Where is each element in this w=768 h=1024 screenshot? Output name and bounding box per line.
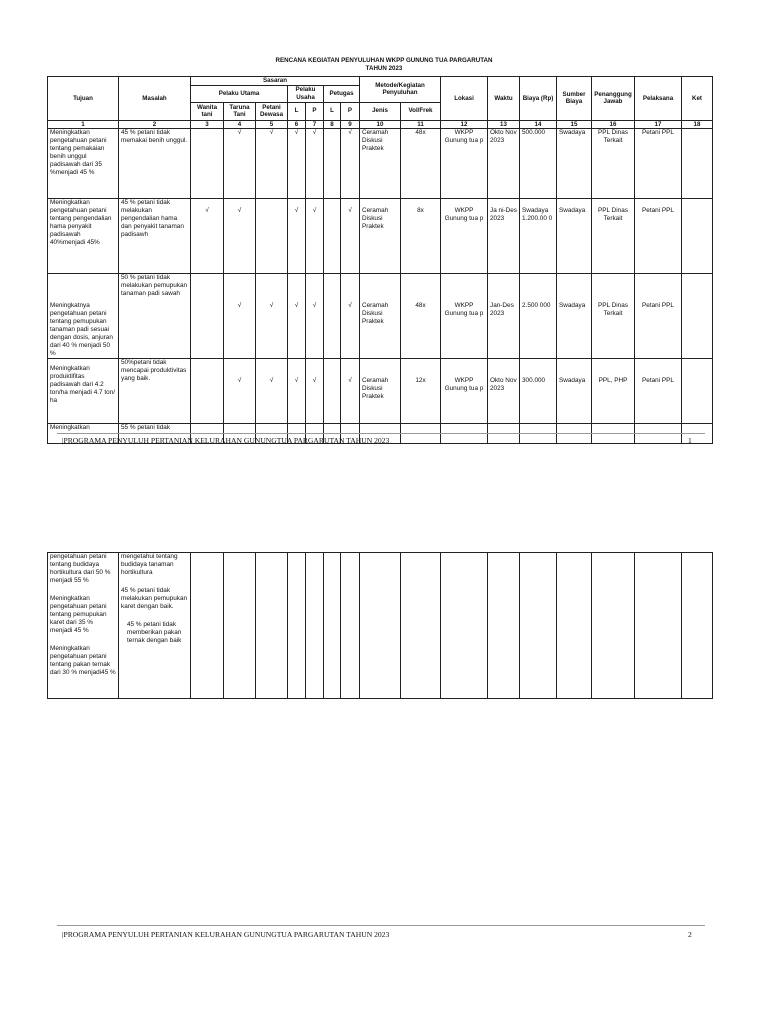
vol-value: 48x (415, 302, 426, 309)
petugas-l-cell (324, 359, 341, 424)
tujuan-value: Meningkatkan produktifitas padisawah dari 4.2 ton/ha menjadi 4.7 ton/ ha (50, 365, 116, 404)
sumber-value: Swadaya (559, 302, 586, 309)
column-number: 15 (557, 120, 592, 129)
wanita-value: √ (205, 207, 209, 214)
taruna-value: √ (237, 207, 242, 214)
petugas-p-value: √ (348, 302, 352, 309)
header-pelaku-usaha: Pelaku Usaha (288, 85, 324, 102)
column-number: 13 (488, 120, 520, 129)
masalah-value: 55 % petani tidak (121, 424, 171, 431)
ket-cell (682, 199, 713, 274)
usaha-l-cell (288, 359, 306, 424)
waktu-cell (488, 274, 520, 359)
dewasa-cell (256, 359, 288, 424)
biaya-cell (520, 274, 557, 359)
petugas-p-cell (341, 199, 360, 274)
column-number: 11 (401, 120, 441, 129)
pj-cell (592, 359, 635, 424)
usaha-l-value: √ (294, 129, 299, 136)
wanita-cell (191, 274, 224, 359)
tujuan-value: Meningkatkan (50, 424, 90, 431)
column-number: 10 (360, 120, 401, 129)
petugas-l-value (326, 359, 338, 377)
biaya-value: 500.000 (522, 129, 546, 136)
plan-table (47, 76, 713, 444)
ket-value (684, 274, 710, 302)
column-number: 12 (441, 120, 488, 129)
column-number: 1 (48, 120, 119, 129)
empty-cell (360, 553, 401, 699)
empty-cell (520, 553, 557, 699)
petugas-l-value (326, 199, 338, 207)
petugas-p-value: √ (348, 207, 352, 214)
column-number: 2 (119, 120, 191, 129)
tujuan-value: Meningkatnya pengetahuan petani tentang pemupukan tanaman padi sesuai dengan dosis, anjuran dari 40 % menjadi 50 % (50, 302, 113, 357)
header-penanggung-jawab: Penanggung Jawab (592, 77, 635, 121)
sumber-cell (557, 274, 592, 359)
empty-cell (224, 553, 256, 699)
wanita-cell (191, 359, 224, 424)
dewasa-cell (256, 274, 288, 359)
lokasi-cell (441, 274, 488, 359)
petugas-l-cell (324, 274, 341, 359)
column-number: 17 (635, 120, 682, 129)
header-usaha-p: P (306, 102, 324, 120)
pelaksana-value: Petani PPL (642, 207, 674, 214)
column-number: 4 (224, 120, 256, 129)
vol-cell (401, 199, 441, 274)
taruna-cell (224, 199, 256, 274)
usaha-p-cell (306, 274, 324, 359)
ket-cell (682, 129, 713, 199)
empty-cell (306, 553, 324, 699)
header-metode: Metode/Kegiatan Penyuluhan (360, 77, 441, 103)
header-petugas-p: P (341, 102, 360, 120)
pelaksana-cell (635, 199, 682, 274)
masalah-value: 50%petani tidak mencapai produktivitas yang baik. (121, 359, 187, 382)
taruna-cell (224, 129, 256, 199)
waktu-cell (488, 359, 520, 424)
sumber-value: Swadaya (559, 377, 586, 384)
header-usaha-l: L (288, 102, 306, 120)
page-number: 1 (688, 436, 692, 445)
page-footer: |PROGRAMA PENYULUH PERTANIAN KELURAHAN GUNUNGTUA PARGARUTAN TAHUN 2023 (62, 436, 390, 445)
masalah-text: 45 % petani tidak memberikan pakan ternak dengan baik (127, 621, 182, 644)
column-number: 14 (520, 120, 557, 129)
lokasi-value: WKPP Gunung tua p (444, 377, 484, 392)
header-tujuan: Tujuan (48, 77, 119, 121)
petugas-l-value (326, 274, 338, 302)
pj-value: PPL, PHP (598, 377, 628, 384)
header-masalah: Masalah (119, 77, 191, 121)
column-number: 18 (682, 120, 713, 129)
pj-value: PPL Dinas Terkait (598, 207, 628, 222)
sumber-value: Swadaya (559, 207, 586, 214)
header-lokasi: Lokasi (441, 77, 488, 121)
taruna-value: √ (237, 129, 242, 136)
page-1 (0, 0, 768, 500)
usaha-p-cell (306, 359, 324, 424)
tujuan-cell (48, 129, 119, 199)
empty-cell (488, 553, 520, 699)
usaha-p-value: √ (312, 207, 317, 214)
masalah-cell (119, 553, 191, 699)
column-number-row (48, 120, 713, 129)
header-jenis: Jenis (360, 102, 401, 120)
tujuan-text: Meningkatkan pengetahuan petani tentang pemupukan karet dari 35 % menjadi 45 % (50, 595, 107, 634)
header-wanita-tani: Wanita tani (191, 102, 224, 120)
petugas-p-value: √ (348, 129, 352, 136)
header-ket: Ket (682, 77, 713, 121)
page-footer: |PROGRAMA PENYULUH PERTANIAN KELURAHAN GUNUNGTUA PARGARUTAN TAHUN 2023 (62, 930, 390, 939)
vol-cell (401, 129, 441, 199)
header-pelaku-utama: Pelaku Utama (191, 85, 288, 102)
pj-cell (592, 129, 635, 199)
sumber-value: Swadaya (559, 129, 586, 136)
tujuan-value: Meningkatkan pengetahuan petani tentang pengendalian hama penyakit padisawah 40%menjadi 45% (50, 199, 112, 246)
header-vol-frek: Vol/Frek (401, 102, 441, 120)
usaha-l-cell (288, 199, 306, 274)
column-number: 7 (306, 120, 324, 129)
dewasa-cell (256, 129, 288, 199)
dewasa-value: √ (269, 302, 274, 309)
plan-table-continued (47, 552, 713, 699)
document-year: TAHUN 2023 (365, 65, 403, 72)
lokasi-cell (441, 359, 488, 424)
header-sumber-biaya: Sumber Biaya (557, 77, 592, 121)
tujuan-value: Meningkatkan pengetahuan petani tentang pemakaian benih unggul padisawah dari 35 %menjadi 45 % (50, 129, 107, 176)
usaha-l-cell (288, 129, 306, 199)
waktu-value: Okto Nov 2023 (490, 377, 517, 392)
masalah-text: mengetahui tentang budidaya tanaman hortikultura (121, 553, 178, 576)
pelaksana-cell (635, 359, 682, 424)
masalah-value: 50 % petani tidak melakukan pemupukan tanaman padi sawah (121, 274, 188, 297)
tujuan-text: pengetahuan petani tentang budidaya hortikultura dari 50 % menjadi 55 % (50, 553, 111, 584)
column-number: 9 (341, 120, 360, 129)
biaya-cell (520, 359, 557, 424)
pelaksana-value: Petani PPL (642, 302, 674, 309)
pj-cell (592, 199, 635, 274)
wanita-value (193, 274, 221, 302)
header-pelaksana: Pelaksana (635, 77, 682, 121)
document-title: RENCANA KEGIATAN PENYULUHAN WKPP GUNUNG TUA PARGARUTAN (275, 57, 493, 64)
usaha-p-value: √ (312, 302, 317, 309)
usaha-p-cell (306, 199, 324, 274)
lokasi-value: WKPP Gunung tua p (444, 302, 484, 317)
biaya-value: 2.500 000 (522, 302, 551, 309)
tujuan-cell (48, 199, 119, 274)
vol-value: 12x (415, 377, 426, 384)
biaya-value: 300.000 (522, 377, 546, 384)
jenis-value: Ceramah Diskusi Praktek (362, 377, 389, 400)
column-number: 6 (288, 120, 306, 129)
footer-divider (57, 433, 705, 434)
header-petani-dewasa: Petani Dewasa (256, 102, 288, 120)
taruna-value: √ (237, 302, 242, 309)
jenis-cell (360, 199, 401, 274)
header-biaya: Biaya (Rp) (520, 77, 557, 121)
ket-value (684, 199, 710, 207)
vol-cell (401, 359, 441, 424)
usaha-l-value: √ (294, 207, 299, 214)
masalah-text: 45 % petani tidak melakukan pemupukan karet dengan baik. (121, 587, 188, 610)
taruna-cell (224, 359, 256, 424)
ket-cell (682, 274, 713, 359)
table-row (48, 553, 713, 699)
petugas-l-cell (324, 129, 341, 199)
empty-cell (191, 553, 224, 699)
lokasi-cell (441, 199, 488, 274)
usaha-p-cell (306, 129, 324, 199)
header-waktu: Waktu (488, 77, 520, 121)
petugas-p-cell (341, 359, 360, 424)
jenis-cell (360, 274, 401, 359)
jenis-value: Ceramah Diskusi Praktek (362, 129, 389, 152)
column-number: 8 (324, 120, 341, 129)
column-number: 16 (592, 120, 635, 129)
empty-cell (288, 553, 306, 699)
masalah-cell (119, 359, 191, 424)
pelaksana-value: Petani PPL (642, 377, 674, 384)
empty-cell (401, 553, 441, 699)
vol-value: 48x (415, 129, 426, 136)
table-row (48, 199, 713, 274)
waktu-value: Okto Nov 2023 (490, 129, 517, 144)
jenis-value: Ceramah Diskusi Praktek (362, 302, 389, 325)
pj-value: PPL Dinas Terkait (598, 129, 628, 144)
empty-cell (256, 553, 288, 699)
masalah-cell (119, 274, 191, 359)
pj-value: PPL Dinas Terkait (598, 302, 628, 317)
pelaksana-cell (635, 274, 682, 359)
wanita-cell (191, 129, 224, 199)
dewasa-cell (256, 199, 288, 274)
vol-value: 8x (417, 207, 424, 214)
table-row (48, 274, 713, 359)
sumber-cell (557, 199, 592, 274)
petugas-l-cell (324, 199, 341, 274)
footer-divider (57, 925, 705, 926)
usaha-l-value: √ (294, 302, 299, 309)
jenis-value: Ceramah Diskusi Praktek (362, 207, 389, 230)
header-sasaran: Sasaran (191, 77, 360, 86)
sumber-cell (557, 359, 592, 424)
table-body (48, 129, 713, 444)
wanita-value (193, 359, 221, 377)
masalah-cell (119, 129, 191, 199)
header-petugas: Petugas (324, 85, 360, 102)
biaya-cell (520, 129, 557, 199)
taruna-value: √ (237, 377, 242, 384)
header-taruna-tani: Taruna Tani (224, 102, 256, 120)
page-2 (0, 512, 768, 1024)
column-number: 3 (191, 120, 224, 129)
waktu-cell (488, 199, 520, 274)
empty-cell (635, 553, 682, 699)
vol-cell (401, 274, 441, 359)
page-number: 2 (688, 930, 692, 939)
table-row (48, 359, 713, 424)
masalah-value: 45 % petani tidak melakukan pengendalian hama dan penyakit tanaman padisawh (121, 199, 184, 238)
header-petugas-l: L (324, 102, 341, 120)
petugas-p-cell (341, 129, 360, 199)
lokasi-cell (441, 129, 488, 199)
usaha-l-value: √ (294, 377, 299, 384)
pelaksana-value: Petani PPL (642, 129, 674, 136)
empty-cell (682, 553, 713, 699)
tujuan-cell (48, 274, 119, 359)
empty-cell (441, 553, 488, 699)
empty-cell (341, 553, 360, 699)
petugas-p-cell (341, 274, 360, 359)
ket-value (684, 359, 710, 377)
ket-cell (682, 359, 713, 424)
usaha-p-value: √ (312, 129, 317, 136)
empty-cell (324, 553, 341, 699)
column-number: 5 (256, 120, 288, 129)
usaha-l-cell (288, 274, 306, 359)
lokasi-value: WKPP Gunung tua p (444, 129, 484, 144)
dewasa-value (258, 199, 285, 207)
tujuan-text: Meningkatkan pengetahuan petani tentang pakan ternak dari 30 % menjadi45 % (50, 645, 116, 676)
biaya-cell (520, 199, 557, 274)
table-row (48, 129, 713, 199)
pelaksana-cell (635, 129, 682, 199)
taruna-cell (224, 274, 256, 359)
empty-cell (557, 553, 592, 699)
tujuan-cell (48, 359, 119, 424)
empty-cell (592, 553, 635, 699)
waktu-value: Ja ni-Des 2023 (490, 207, 517, 222)
jenis-cell (360, 359, 401, 424)
masalah-cell (119, 199, 191, 274)
pj-cell (592, 274, 635, 359)
dewasa-value: √ (269, 129, 274, 136)
petugas-p-value: √ (348, 377, 352, 384)
biaya-value: Swadaya 1.200.00 0 (522, 207, 553, 222)
dewasa-value: √ (269, 377, 274, 384)
wanita-cell (191, 199, 224, 274)
lokasi-value: WKPP Gunung tua p (444, 207, 484, 222)
usaha-p-value: √ (312, 377, 317, 384)
masalah-value: 45 % petani tidak memakai benih unggul. (121, 129, 188, 144)
waktu-cell (488, 129, 520, 199)
sumber-cell (557, 129, 592, 199)
tujuan-cell (48, 553, 119, 699)
jenis-cell (360, 129, 401, 199)
waktu-value: Jan-Des 2023 (490, 302, 514, 317)
